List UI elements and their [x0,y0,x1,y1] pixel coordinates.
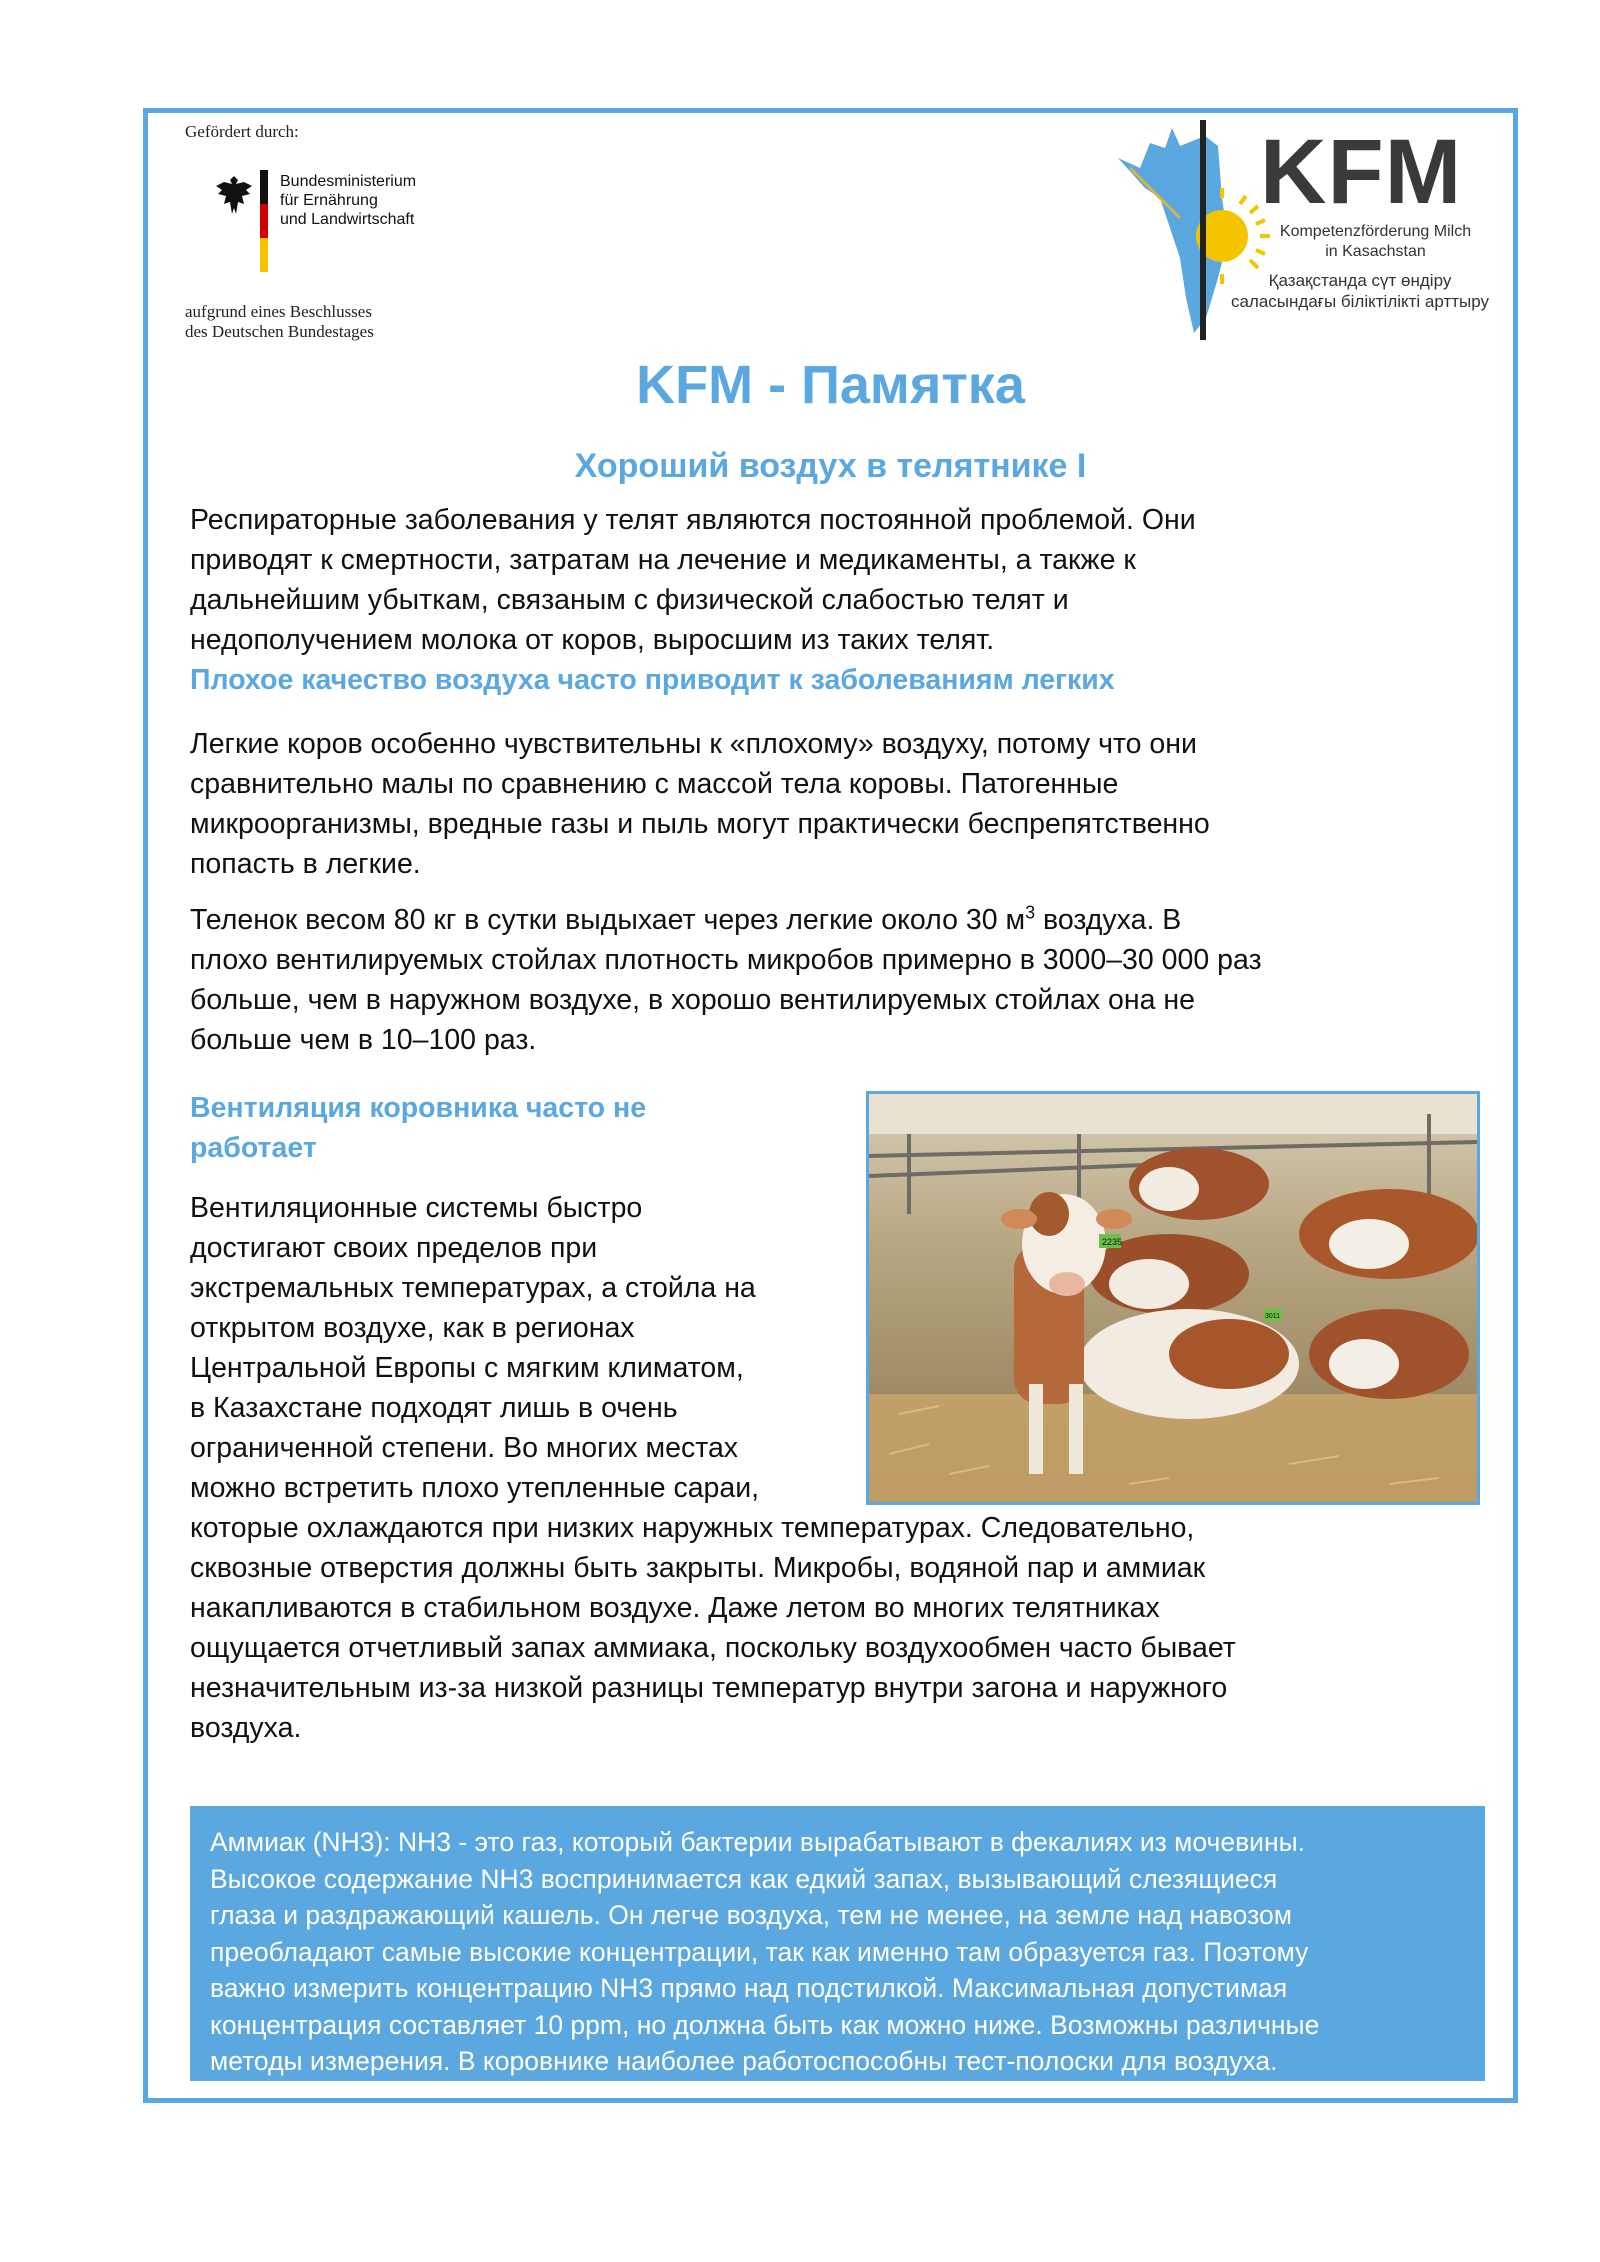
kfm-kazakh-subtitle: Қазақстанда сүт өндіру саласындағы біліктілікті арттыру [1230,271,1490,311]
german-flag-stripe [260,170,268,272]
lungs-paragraph: Легкие коров особенно чувствительны к «плохому» воздуху, потому что они сравнительно малы по сравнению с массой тела коровы. Патогенные микроорганизмы, вредные газы и пыль могут практически беспрепятственно попасть в легкие. [190,728,1210,880]
bmel-logo [214,170,444,274]
section-heading-lung-disease: Плохое качество воздуха часто приводит к заболеваниям легких [190,664,1115,696]
kfm-subtitle: Kompetenzförderung Milch in Kasachstan [1279,223,1472,260]
kfm-logo [1110,118,1510,343]
kfm-wordmark: KFM [1260,121,1463,223]
section-heading-ventilation: Вентиляция коровника часто не работает [190,1092,647,1164]
intro-paragraph: Респираторные заболевания у телят являются постоянной проблемой. Они приводят к смертности, затратам на лечение и медикаменты, а также к дальнейшим убыткам, связаным с физической слабостью телят и недополучением молока от коров, выросшим из таких телят. [190,504,1196,656]
page-subtitle: Хороший воздух в телятнике I [574,447,1087,485]
ear-tag-label: 2235 [1102,1237,1123,1247]
calf-air-paragraph: Теленок весом 80 кг в сутки выдыхает через легкие около 30 $м^3$ воздуха. В плохо вентилируемых стойлах плотность микробов примерно в 3000–30 000 раз больше, чем в наружном воздухе, в хорошо вентилируемых стойлах она не больше чем в 10–100 раз. [190,902,1262,1056]
calves-photo [866,1091,1480,1505]
ministry-name: Bundesministerium für Ernährung und Landwirtschaft [280,173,417,228]
ammonia-info-box: Аммиак (NH3): NH3 - это газ, который бактерии вырабатывают в фекалиях из мочевины. Высокое содержание NH3 воспринимается как едкий запах, вызывающий слезящиеся глаза и раздражающий кашель. Он легче воздуха, тем не менее, на земле над навозом преобладают самые высокие концентрации, так как именно там образуется газ. Поэтому важно измерить концентрацию NH3 прямо над подстилкой. Максимальная допустимая концентрация составляет 10 ppm, но должна быть как можно ниже. Возможны различные методы измерения. В коровнике наиболее работоспособны тест-полоски для воздуха. [190,1806,1485,2081]
bundestag-note: aufgrund eines Beschlusses des Deutschen Bundestages [185,302,374,341]
ventilation-paragraph: Вентиляционные системы быстро достигают своих пределов при экстремальных температурах, а стойла на открытом воздухе, как в регионах Центральной Европы с мягким климатом, в Казахстане подходят лишь в очень ограниченной степени. Во многих местах можно встретить плохо утепленные сараи, [190,1192,760,1504]
ventilation-paragraph-continued: которые охлаждаются при низких наружных температурах. Следовательно, сквозные отверстия должны быть закрыты. Микробы, водяной пар и аммиак накапливаются в стабильном воздухе. Даже летом во многих телятниках ощущается отчетливый запах аммиака, поскольку воздухообмен часто бывает незначительным из-за низкой разницы температур внутри загона и наружного воздуха. [190,1512,1236,1744]
federal-eagle-icon [214,174,254,224]
funded-by-label: Gefördert durch: [185,122,299,141]
ear-tag-label: 3011 [1265,1313,1281,1320]
page-title: KFM - Памятка [636,355,1025,415]
